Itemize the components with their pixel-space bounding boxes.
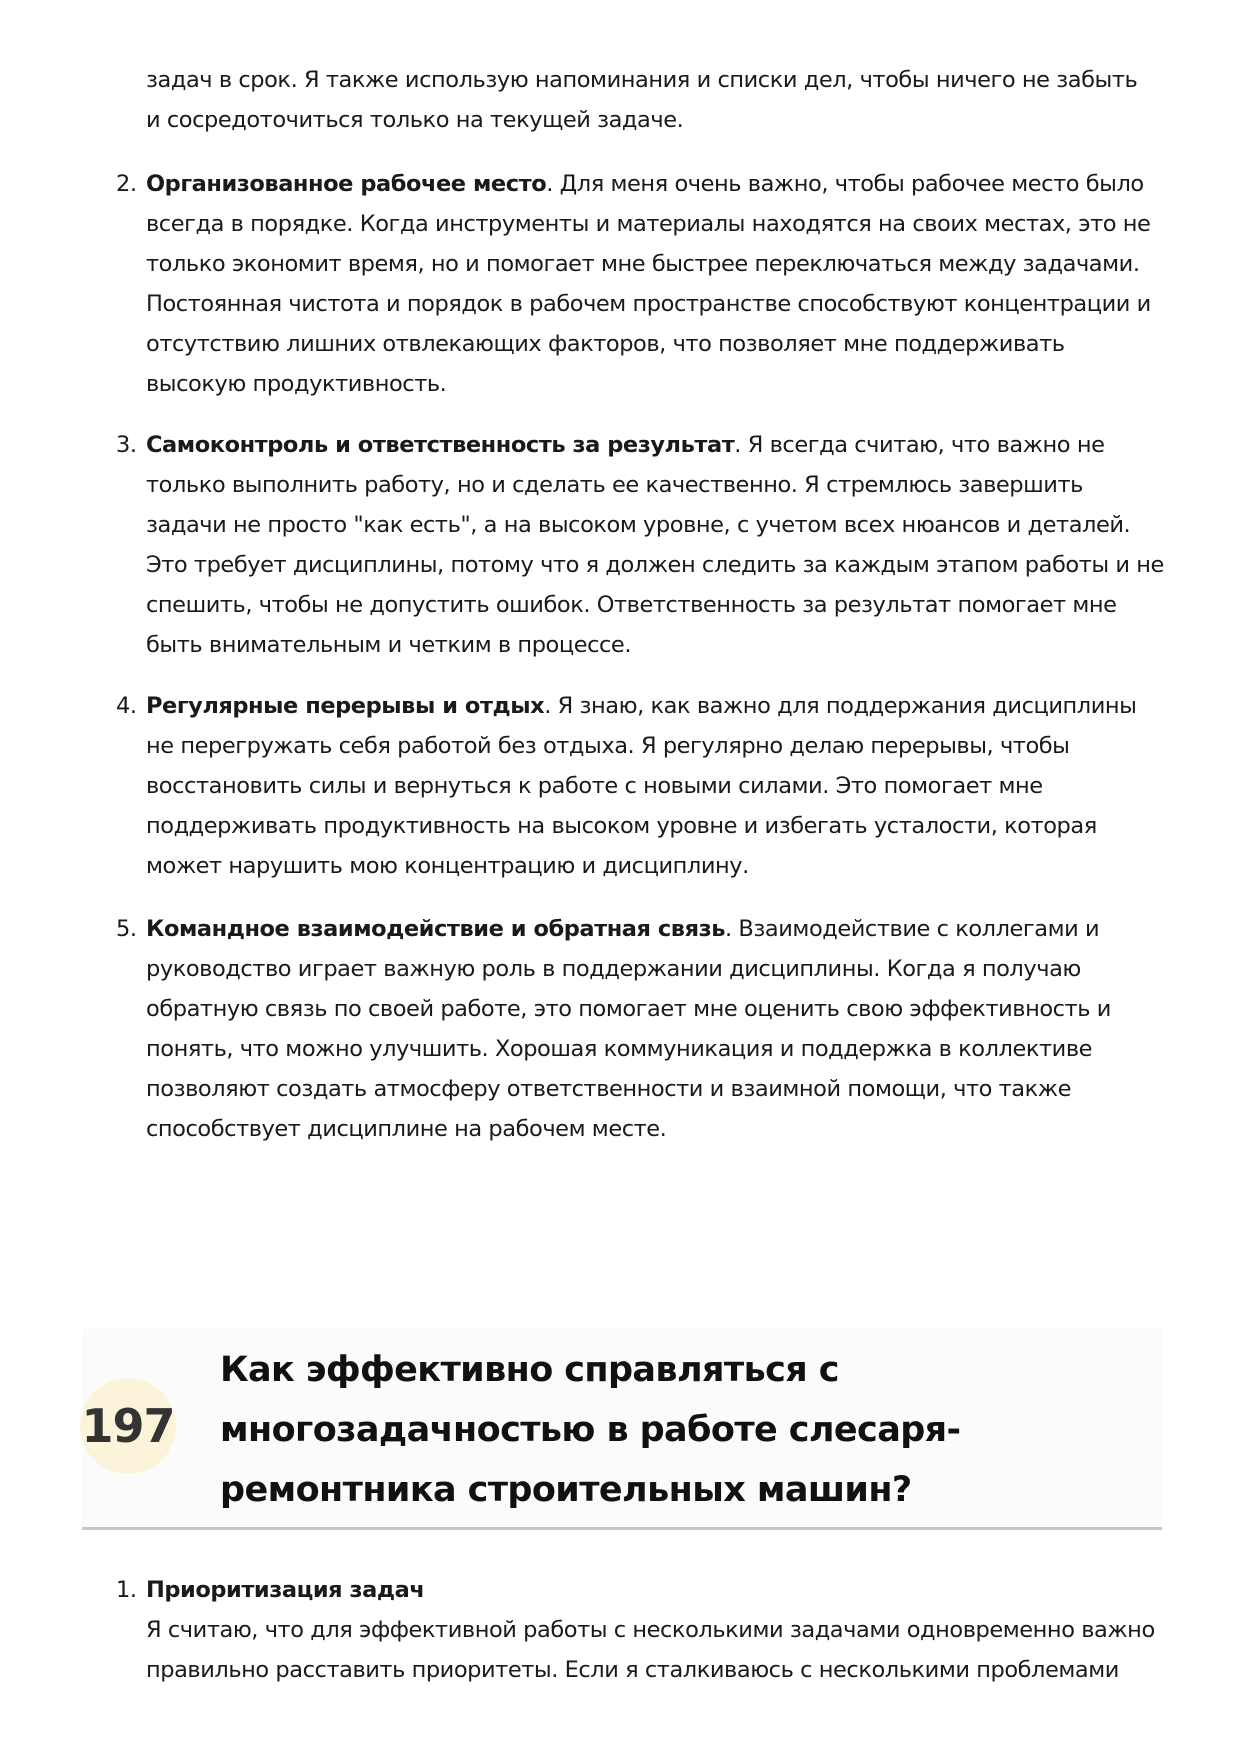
list-number: 4. (116, 693, 137, 719)
answer-item-title: Приоритизация задач (146, 1577, 425, 1603)
list-item-title: Командное взаимодействие и обратная связь (146, 916, 725, 942)
list-item-title: Организованное рабочее место (146, 171, 547, 197)
question-title: Как эффективно справляться с многозадачностью в работе слесаря-ремонтника строительных машин? (220, 1350, 961, 1510)
list-item (116, 164, 1166, 404)
list-item (116, 909, 1166, 1149)
list-number: 2. (116, 171, 137, 197)
list-number: 1. (116, 1577, 137, 1603)
list-item-title: Самоконтроль и ответственность за результат (146, 432, 735, 458)
list-item (116, 686, 1166, 886)
list-item-text: . Я знаю, как важно для поддержания дисциплины не перегружать себя работой без отдыха. Я регулярно делаю перерывы, чтобы восстановить силы и вернуться к работе с новыми силами. Это помогает мне поддерживать продуктивность на высоком уровне и избегать усталости, которая может нарушить мою концентрацию и дисциплину. (146, 693, 1137, 879)
answer-item-text: Я считаю, что для эффективной работы с несколькими задачами одновременно важно правильно расставить приоритеты. Если я сталкиваюсь с несколькими проблемами (146, 1617, 1155, 1683)
list-item-text: . Взаимодействие с коллегами и руководство играет важную роль в поддержании дисциплины. Когда я получаю обратную связь по своей работе, это помогает мне оценить свою эффективность и понять, что можно улучшить. Хорошая коммуникация и поддержка в коллективе позволяют создать атмосферу ответственности и взаимной помощи, что также способствует дисциплине на рабочем месте. (146, 916, 1111, 1142)
continuation-paragraph: задач в срок. Я также использую напоминания и списки дел, чтобы ничего не забыть и сосредоточиться только на текущей задаче. (146, 67, 1138, 133)
list-number: 3. (116, 432, 137, 458)
list-item-title: Регулярные перерывы и отдых (146, 693, 545, 719)
list-item-text: . Для меня очень важно, чтобы рабочее место было всегда в порядке. Когда инструменты и материалы находятся на своих местах, это не только экономит время, но и помогает мне быстрее переключаться между задачами. Постоянная чистота и порядок в рабочем пространстве способствуют концентрации и отсутствию лишних отвлекающих факторов, что позволяет мне поддерживать высокую продуктивность. (146, 171, 1151, 397)
list-item (116, 425, 1166, 665)
list-number: 5. (116, 916, 137, 942)
question-number-badge: 197 (80, 1378, 176, 1474)
answer-list-item (116, 1570, 1166, 1690)
list-item-text: . Я всегда считаю, что важно не только выполнить работу, но и сделать ее качественно. Я стремлюсь завершить задачи не просто "как есть", а на высоком уровне, с учетом всех нюансов и деталей. Это требует дисциплины, потому что я должен следить за каждым этапом работы и не спешить, чтобы не допустить ошибок. Ответственность за результат помогает мне быть внимательным и четким в процессе. (146, 432, 1164, 658)
